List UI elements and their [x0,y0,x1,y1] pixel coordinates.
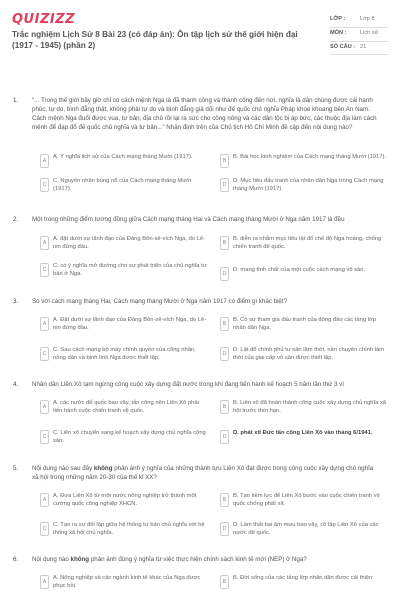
meta-grade [330,14,388,28]
option-b[interactable] [220,235,388,252]
option-a[interactable] [40,492,208,509]
option-badge: D [220,267,229,281]
option-text: B. Đời sống của các tầng lớp nhân dân được cải thiện. [233,575,374,581]
option-badge: D [220,178,229,192]
option-badge: A [40,400,49,414]
question-text: Một trong những điểm tương đồng giữa Cách mạng tháng Hai và Cách mạng tháng Mười ở Nga năm 1917 là đều [32,216,345,223]
question-text [32,556,380,565]
option-b[interactable] [220,153,388,168]
option-b[interactable] [220,574,388,589]
option-badge: B [220,493,229,507]
meta-count-value: 21 [360,43,367,50]
option-c[interactable] [40,521,208,538]
option-badge: A [40,236,49,250]
meta-count [330,42,388,56]
option-b[interactable] [220,399,388,416]
option-text: C. Nguyên nhân bùng nổ của Cách mạng tháng Mười (1917). [53,178,192,193]
option-c[interactable] [40,346,208,363]
option-badge: A [40,493,49,507]
meta-grade-label: LỚP : [330,16,346,22]
option-d[interactable] [220,177,388,194]
option-b[interactable] [220,492,388,509]
option-badge: C [40,430,49,444]
option-badge: B [220,236,229,250]
option-a[interactable] [40,399,208,416]
question-text: "... Trong thế giới bây giờ chỉ có cách mệnh Nga là đã thành công và thành công đến nơi, nghĩa là dân chúng được cái hạnh phúc, tự do, bình đẳng thật, không phải tự do và bình đẳng giả dối như đế quốc chủ nghĩa Pháp khoe khoang bên An Nam. Cách mệnh Nga đuổi được vua, tư bản, địa chủ rồi lại ra sức cho công nông và các dân tộc bị áp bức, các thuộc địa làm cách mệnh để đạp đổ đế quốc chủ nghĩa và tư bản..." Nhận định trên của Chủ tịch Hồ Chí Minh đề cập đến nội dung nào? [32,97,377,131]
option-d[interactable] [220,429,388,444]
option-text: C. có ý nghĩa mở đường cho sự phát triển của chủ nghĩa tư bản ở Nga. [53,263,207,278]
option-badge: A [40,317,49,331]
meta-count-label: SỐ CÂU : [330,43,356,50]
meta-grade-value: Lớp 8 [360,16,375,22]
option-text: A. Đặt dưới sự lãnh đạo của Đảng Bôn-sê-vích Nga, do Lê-nin đứng đầu. [53,317,207,332]
meta-panel [330,14,388,55]
option-badge: A [40,575,49,589]
question-text: So với cách mạng tháng Hai, Cách mạng tháng Mười ở Nga năm 1917 có điểm gì khác biệt? [32,298,288,305]
meta-subject-value: Lịch sử [360,29,379,36]
question-text-pre: Nội dung nào [32,556,71,563]
meta-subject-label: MÔN : [330,29,347,36]
option-badge: B [220,575,229,589]
page-title: Trắc nghiệm Lịch Sử 8 Bài 23 (có đáp án): Ôn tập lịch sử thế giới hiện đại (1917 - 1945) (phần 2) [12,30,298,50]
option-a[interactable] [40,574,208,591]
option-badge: D [220,347,229,361]
option-a[interactable] [40,316,208,333]
question-text-pre: Nội dung nào sau đây [32,465,94,472]
option-badge: C [40,347,49,361]
question-text-emphasis: không [93,465,113,472]
option-text: A. Ý nghĩa lịch sử của Cách mạng tháng Mười (1917). [53,154,193,160]
question-text: Nhân dân Liên Xô tạm ngừng công cuộc xây dựng đất nước trong khi đang tiến hành kế hoạch 5 năm lần thứ 3 vì [32,381,344,388]
option-badge: B [220,154,229,168]
option-badge: C [40,178,49,192]
question-number: 2. [13,216,19,223]
option-text: B. Tạo tiềm lực để Liên Xô bước vào cuộc chiến tranh vệ quốc chống phát xít. [233,493,380,508]
question-number: 6. [13,556,19,563]
option-text: B. diễn ra nhằm mục tiêu lật đổ chế độ Nga hoàng, chống chiến tranh đế quốc. [233,236,382,251]
option-badge: C [40,522,49,536]
option-text: B. Có sự tham gia đấu tranh của đông đảo các tầng lớp nhân dân Nga. [233,317,377,332]
option-text: D. Lật đổ chính phủ tư sản lâm thời, nền chuyên chính làm thời của giai cấp vô sản được thiết lập. [233,347,385,362]
option-text: A. các nước đế quốc bao vây, tấn công nên Liên Xô phải tiến hành cuộc chiến tranh vệ quốc. [53,400,199,415]
option-text: D. Mục tiêu đấu tranh của nhân dân Nga trong Cách mạng tháng Mười (1917). [233,178,384,193]
option-badge: B [220,317,229,331]
question-text-post: phản ánh đúng ý nghĩa từ việc thực hiện chính sách kinh tế mới (NEP) ở Nga? [89,556,307,563]
option-d[interactable] [220,266,388,281]
option-badge: B [220,400,229,414]
meta-subject [330,28,388,42]
option-a[interactable] [40,235,208,252]
option-c[interactable] [40,177,208,194]
option-text: C. Sau cách mạng bộ máy chính quyền của công nhân, nông dân và binh lính Nga được thiết lập. [53,347,196,362]
question-text [32,465,380,483]
option-text: C. Liên xô chuyển sang kế hoạch xây dựng chủ nghĩa cộng sản. [53,430,206,445]
question-number: 4. [13,381,19,388]
option-c[interactable] [40,429,208,446]
option-badge: D [220,430,229,444]
option-b[interactable] [220,316,388,333]
option-text: A. đặt dưới sự lãnh đạo của Đảng Bôn-sê-vích Nga, do Lê-nin đứng đầu. [53,236,206,251]
option-badge: D [220,522,229,536]
brand-logo: QUIZIZZ [12,12,76,27]
option-d[interactable] [220,521,388,538]
question-number: 1. [13,97,19,104]
option-badge: C [40,263,49,277]
question-number: 3. [13,298,19,305]
question-number: 5. [13,465,19,472]
option-text: D. mang tính chất của một cuộc cách mạng vô sản. [233,267,366,273]
question-text-emphasis: không [70,556,90,563]
option-text: B. Liên xô đã hoàn thành công cuộc xây dựng chủ nghĩa xã hội trước thời hạn. [233,400,387,415]
option-text: A. Nông nghiệp và các ngành kinh tế khác của Nga được phục hồi. [53,575,201,590]
question-text-post: phản ánh ý nghĩa của những thành tựu Liên Xô đạt được trong công cuộc xây dựng chủ nghĩa xã hội trong những năm 20-30 của thế kỉ XX? [32,465,374,481]
option-text: D. phát xít Đức tấn công Liên Xô vào tháng 6/1941. [233,430,373,436]
option-text: C. Tạo ra sự đối lập giữa hệ thống tư bản chủ nghĩa với hệ thống xã hội chủ nghĩa. [53,522,205,537]
option-c[interactable] [40,262,208,279]
option-a[interactable] [40,153,208,168]
option-text: B. Bài học kinh nghiệm của Cách mạng tháng Mười (1917). [233,154,387,160]
option-badge: A [40,154,49,168]
option-text: A. Đưa Liên Xô từ một nước nông nghiệp trở thành một cường quốc công nghiệp XHCN. [53,493,197,508]
option-text: D. Làm thất bại âm mưu bao vây, cô lập Liên Xô của các nước đế quốc. [233,522,379,537]
option-d[interactable] [220,346,388,363]
